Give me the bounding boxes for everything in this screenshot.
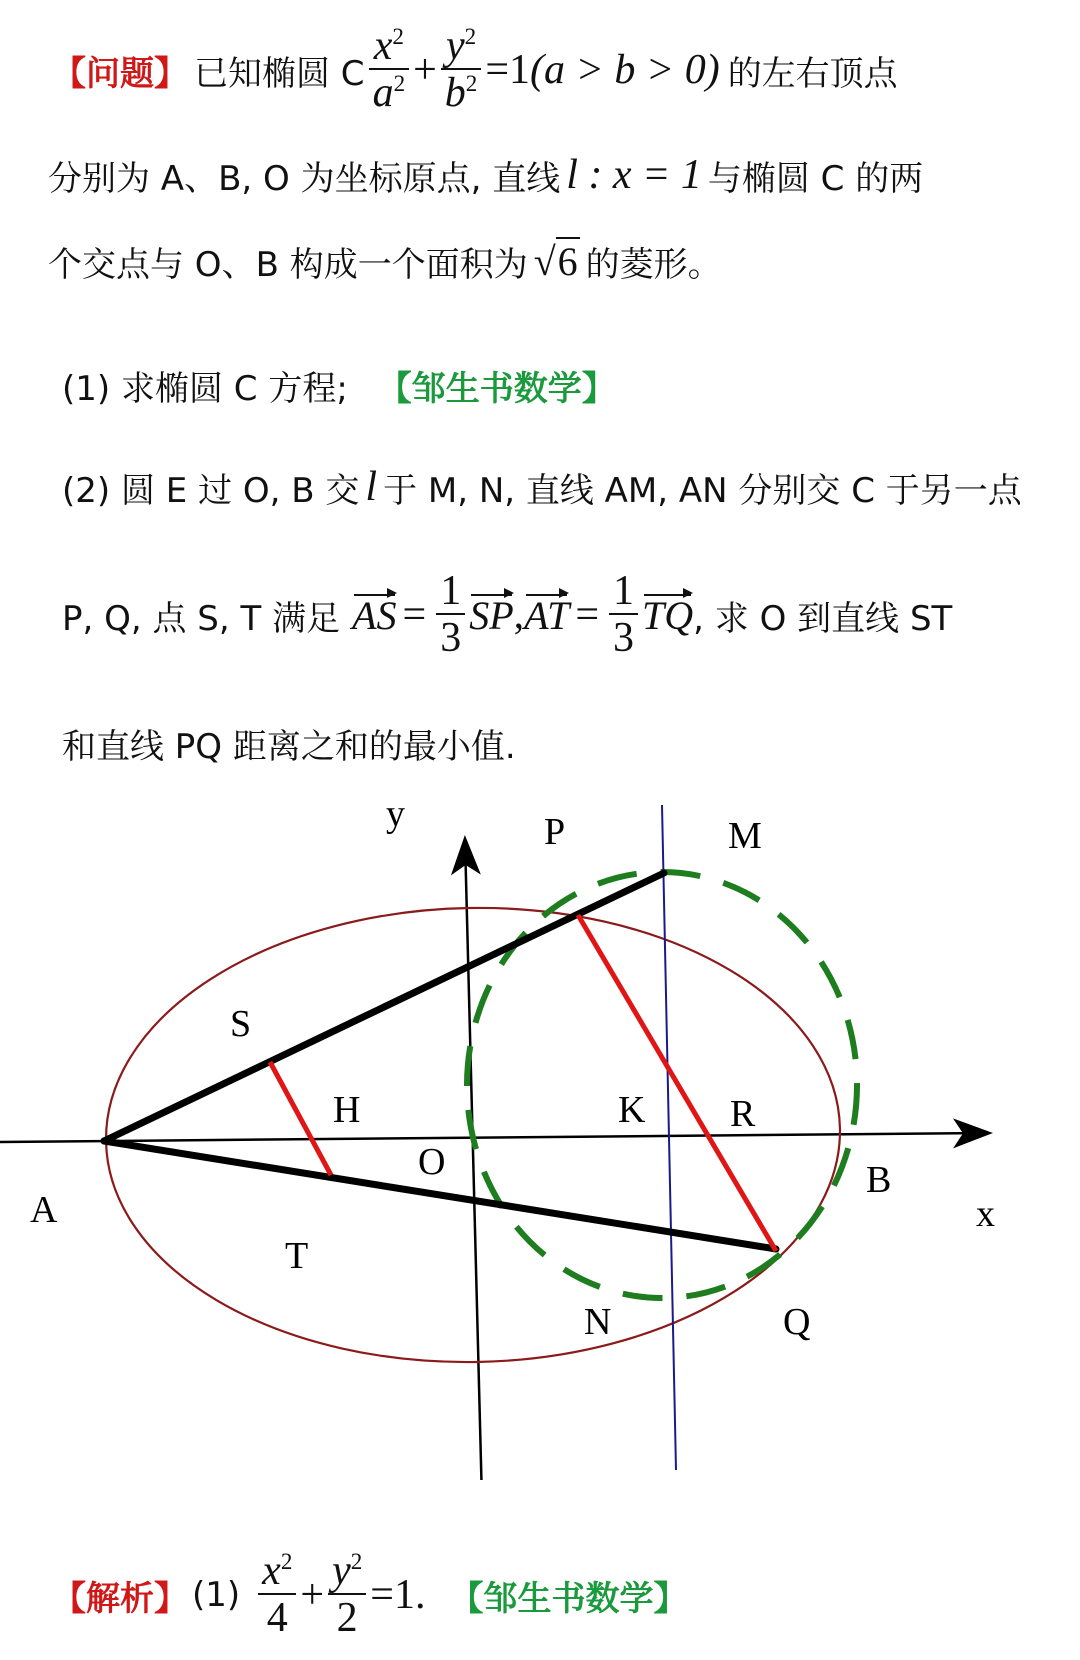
fraction-y2-b2: $\frac{y^2}{b^2}$: [441, 24, 482, 116]
label-t: T: [285, 1235, 309, 1277]
condition: (a > b > 0): [530, 47, 720, 93]
label-s: S: [230, 1003, 252, 1045]
question-2-text-a: (2) 圆 E 过 O, B 交: [62, 470, 360, 511]
solution-eq: =1.: [370, 1572, 426, 1618]
problem-text-3a: 个交点与 O、B 构成一个面积为: [48, 244, 528, 285]
line-l-symbol: l: [365, 464, 378, 510]
problem-line-1: 【问题】 已知椭圆 C $\frac{x^2}{a^2}$ + $\frac{y^2}{b^2}$ =1 (a > b > 0) 的左右顶点: [52, 22, 898, 116]
label-h: H: [333, 1089, 361, 1131]
label-p: P: [544, 811, 566, 853]
problem-text-2c: 与椭圆 C 的两: [707, 158, 924, 199]
fraction-one-third-2: $\frac{1}{3}$: [609, 569, 638, 661]
question-2-text-c: P, Q, 点 S, T 满足: [62, 598, 341, 639]
label-o: O: [418, 1141, 446, 1183]
question-1: [62, 360, 1080, 410]
label-b: B: [866, 1159, 892, 1201]
vector-TQ: TQ: [642, 592, 694, 638]
label-k: K: [618, 1089, 646, 1131]
segment-pq: [578, 915, 776, 1251]
problem-line-2: [48, 150, 1080, 200]
y-axis: [465, 840, 482, 1480]
line-l-equation: l : x = 1: [566, 152, 702, 198]
solution-part: (1): [192, 1575, 241, 1615]
question-2-line-2: P, Q, 点 S, T 满足 AS = $\frac{1}{3}$ SP , AT = $\frac{1}{3}$ TQ , 求 O 到直线 ST: [62, 567, 953, 661]
vector-AT: AT: [524, 592, 570, 638]
question-2-line-1: [62, 462, 1080, 512]
solution-line: 【解析】 (1) $\frac{x^2}{4}$ + $\frac{y^2}{2}$ =1. 【邹生书数学】: [52, 1547, 688, 1641]
label-q: Q: [783, 1301, 811, 1343]
label-r: R: [730, 1093, 756, 1135]
solution-fraction-y: $\frac{y^2}{2}$: [328, 1549, 366, 1641]
solution-tag: 【解析】: [52, 1578, 188, 1619]
segment-am: [104, 873, 664, 1141]
fraction-one-third-1: $\frac{1}{3}$: [436, 569, 465, 661]
question-1-text: (1) 求椭圆 C 方程;: [62, 368, 348, 409]
solution-fraction-x: $\frac{x^2}{4}$: [258, 1549, 296, 1641]
label-m: M: [728, 815, 762, 857]
question-2-text-d: , 求 O 到直线 ST: [693, 598, 953, 639]
label-n: N: [584, 1301, 612, 1343]
segment-st: [270, 1062, 331, 1175]
vector-SP: SP: [469, 592, 514, 638]
problem-text-2: 分别为 A、B, O 为坐标原点, 直线: [48, 158, 561, 199]
label-a: A: [30, 1189, 58, 1231]
label-x: x: [976, 1193, 995, 1235]
vector-AS: AS: [352, 592, 397, 638]
fraction-x2-a2: $\frac{x^2}{a^2}$: [369, 24, 410, 116]
watermark-2: 【邹生书数学】: [449, 1578, 688, 1619]
label-y: y: [386, 793, 405, 835]
problem-line-3: [48, 236, 1080, 286]
question-2-text-e: 和直线 PQ 距离之和的最小值.: [62, 726, 516, 767]
problem-text-1b: 的左右顶点: [727, 53, 898, 94]
geometry-figure: [0, 760, 1080, 1480]
problem-text-3b: 的菱形。: [585, 244, 722, 285]
problem-text-1a: 已知椭圆 C: [194, 53, 365, 94]
problem-tag: 【问题】: [52, 53, 188, 94]
sqrt6: √6: [533, 238, 578, 284]
question-2-text-b: 于 M, N, 直线 AM, AN 分别交 C 于另一点: [383, 470, 1022, 511]
watermark-1: 【邹生书数学】: [377, 368, 616, 409]
line-l: [662, 805, 676, 1470]
equation-eq1: =1: [485, 47, 531, 93]
